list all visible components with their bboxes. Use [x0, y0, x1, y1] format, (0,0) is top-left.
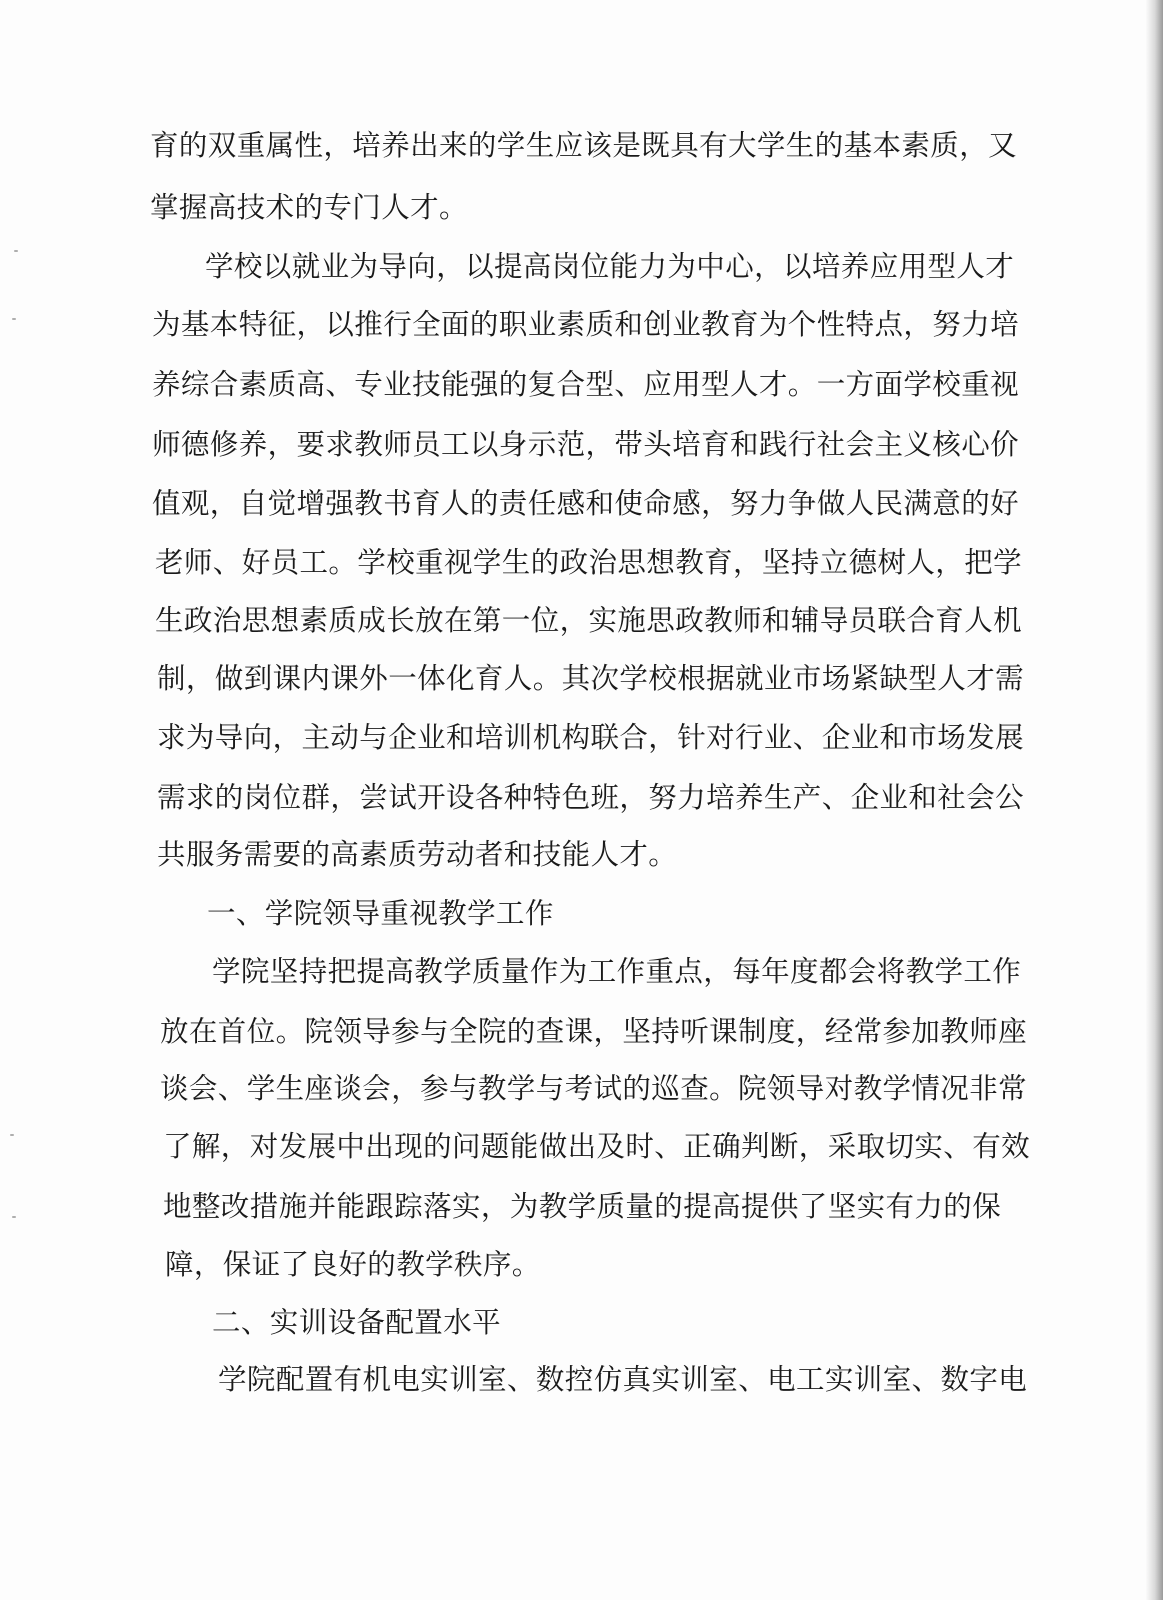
text-line: 求为导向，主动与企业和培训机构联合，针对行业、企业和市场发展: [157, 721, 1025, 754]
text-line: 共服务需要的高素质劳动者和技能人才。: [157, 838, 678, 871]
text-line: 师德修养，要求教师员工以身示范，带头培育和践行社会主义核心价: [152, 428, 1020, 461]
text-line: 育的双重属性，培养出来的学生应该是既具有大学生的基本素质，又: [150, 129, 1018, 162]
text-line: 制，做到课内课外一体化育人。其次学校根据就业市场紧缺型人才需: [157, 662, 1025, 695]
page-edge-shadow: [1145, 0, 1163, 1600]
scan-speck: [14, 250, 18, 252]
text-line: 掌握高技术的专门人才。: [150, 191, 468, 224]
text-line: 了解，对发展中出现的问题能做出及时、正确判断，采取切实、有效: [163, 1130, 1031, 1163]
section-heading: 一、学院领导重视教学工作: [207, 897, 554, 930]
text-line: 学院坚持把提高教学质量作为工作重点，每年度都会将教学工作: [212, 955, 1022, 988]
text-line: 学院配置有机电实训室、数控仿真实训室、电工实训室、数字电: [218, 1363, 1028, 1396]
text-line: 谈会、学生座谈会，参与教学与考试的巡查。院领导对教学情况非常: [160, 1072, 1028, 1105]
text-line: 放在首位。院领导参与全院的查课，坚持听课制度，经常参加教师座: [160, 1015, 1028, 1048]
scan-speck: [12, 318, 16, 320]
text-line: 老师、好员工。学校重视学生的政治思想教育，坚持立德树人，把学: [155, 546, 1023, 579]
text-line: 养综合素质高、专业技能强的复合型、应用型人才。一方面学校重视: [152, 368, 1020, 401]
scan-speck: [12, 1216, 16, 1218]
text-line: 生政治思想素质成长放在第一位，实施思政教师和辅导员联合育人机: [155, 604, 1023, 637]
text-line: 为基本特征，以推行全面的职业素质和创业教育为个性特点，努力培: [152, 308, 1020, 341]
section-heading: 二、实训设备配置水平: [212, 1306, 502, 1339]
text-line: 地整改措施并能跟踪落实，为教学质量的提高提供了坚实有力的保: [163, 1190, 1002, 1223]
scan-speck: [10, 1134, 14, 1136]
text-line: 学校以就业为导向，以提高岗位能力为中心，以培养应用型人才: [205, 250, 1015, 283]
text-line: 值观，自觉增强教书育人的责任感和使命感，努力争做人民满意的好: [152, 487, 1020, 520]
text-line: 需求的岗位群，尝试开设各种特色班，努力培养生产、企业和社会公: [157, 781, 1025, 814]
text-line: 障，保证了良好的教学秩序。: [165, 1248, 541, 1281]
